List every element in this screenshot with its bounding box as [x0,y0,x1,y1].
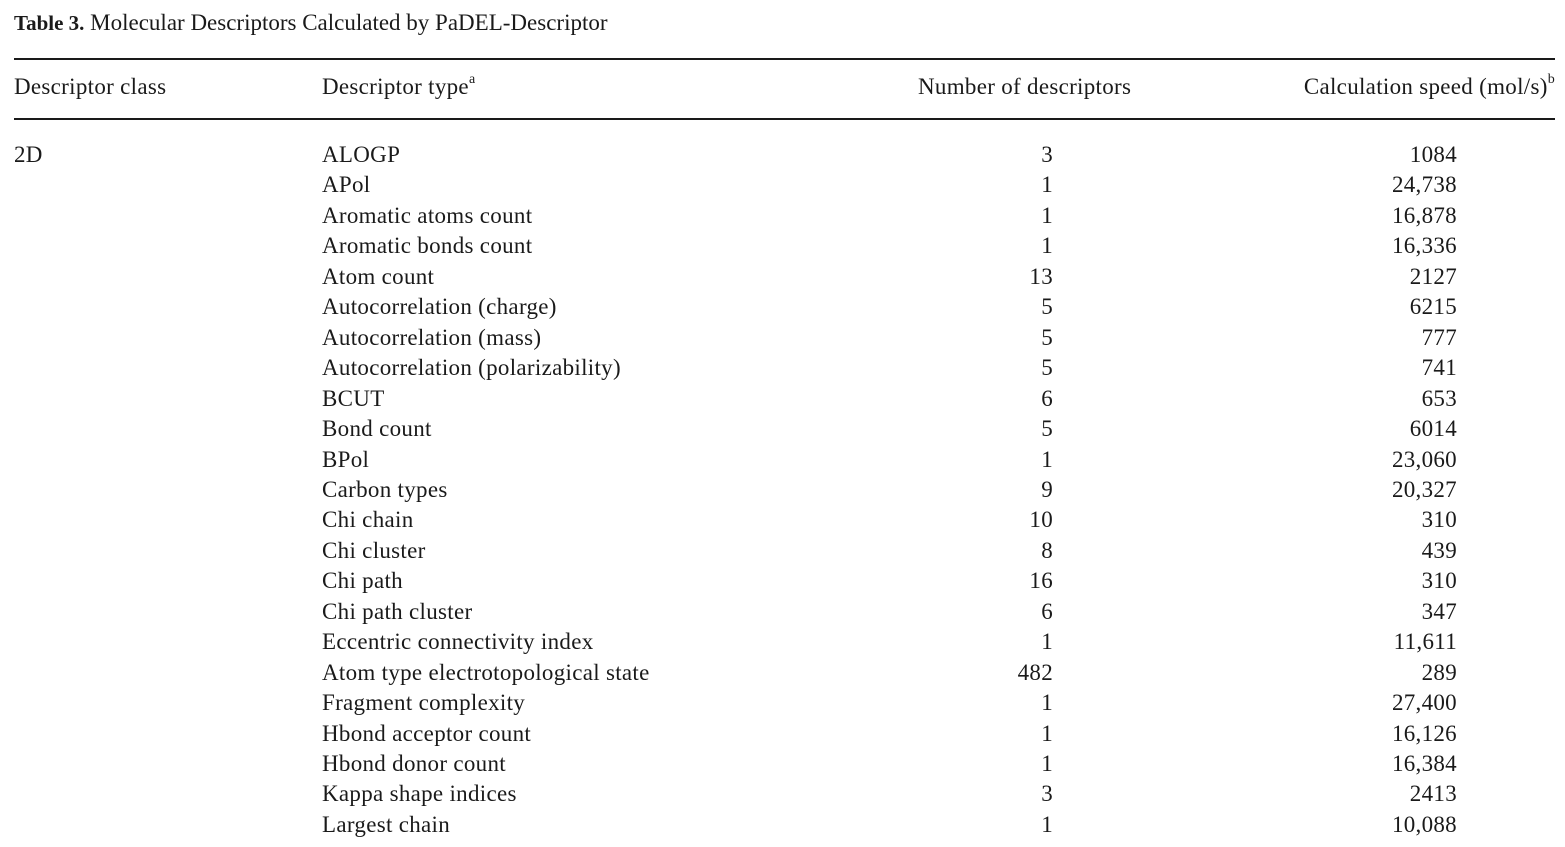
table-row [0,447,1565,477]
header-descriptor-type-footnote: a [468,72,476,88]
cell-descriptor-type: Autocorrelation (charge) [322,294,557,320]
cell-descriptor-type: Autocorrelation (polarizability) [322,355,621,381]
cell-calculation-speed: 16,878 [1391,202,1457,228]
cell-descriptor-type: Chi path cluster [322,598,473,624]
table-row [0,690,1565,720]
table-row [0,386,1565,416]
cell-descriptor-type: Atom count [322,263,435,289]
table-caption-label: Table 3. [14,11,85,35]
cell-number-of-descriptors: 1 [1041,172,1053,198]
table-row [0,629,1565,659]
table-row [0,538,1565,568]
cell-descriptor-type: Chi path [322,568,403,594]
table-row [0,751,1565,781]
header-descriptor-type-label: Descriptor type [322,74,469,99]
cell-calculation-speed: 2127 [1409,263,1457,289]
cell-descriptor-type: Hbond acceptor count [322,720,532,746]
cell-calculation-speed: 16,384 [1391,751,1457,776]
cell-calculation-speed: 27,400 [1391,690,1457,716]
cell-calculation-speed: 289 [1421,659,1457,685]
cell-descriptor-type: APol [322,172,371,198]
cell-calculation-speed: 347 [1421,598,1457,624]
cell-number-of-descriptors: 8 [1041,537,1053,563]
cell-calculation-speed: 310 [1421,507,1457,533]
cell-descriptor-type: Aromatic atoms count [322,202,533,228]
cell-calculation-speed: 653 [1421,385,1457,411]
cell-number-of-descriptors: 1 [1041,629,1053,655]
cell-descriptor-type: Autocorrelation (mass) [322,324,542,350]
cell-calculation-speed: 11,611 [1393,629,1457,655]
cell-number-of-descriptors: 5 [1041,294,1053,320]
cell-calculation-speed: 20,327 [1391,476,1457,502]
table-header-rule [14,118,1555,120]
cell-calculation-speed: 439 [1421,537,1457,563]
cell-number-of-descriptors: 3 [1041,781,1053,807]
cell-descriptor-type: BPol [322,446,370,472]
cell-descriptor-type: Chi cluster [322,537,426,563]
cell-number-of-descriptors: 1 [1041,720,1053,746]
table-row [0,142,1565,172]
table-row [0,233,1565,263]
cell-calculation-speed: 16,126 [1391,720,1457,746]
cell-number-of-descriptors: 13 [1029,263,1053,289]
cell-descriptor-type: Fragment complexity [322,690,526,716]
table-row [0,416,1565,446]
cell-descriptor-type: Atom type electrotopological state [322,659,650,685]
cell-descriptor-type: BCUT [322,385,385,411]
header-speed-label: Calculation speed (mol/s) [1303,74,1548,99]
table-row [0,172,1565,202]
cell-calculation-speed: 24,738 [1391,172,1457,198]
cell-number-of-descriptors: 1 [1041,811,1053,837]
cell-number-of-descriptors: 1 [1041,202,1053,228]
cell-number-of-descriptors: 1 [1041,751,1053,776]
cell-number-of-descriptors: 6 [1041,598,1053,624]
cell-descriptor-type: Eccentric connectivity index [322,629,594,655]
header-number-of-descriptors [918,74,1131,100]
table-row [0,325,1565,355]
table-caption-text: Molecular Descriptors Calculated by PaDEL-Descriptor [90,10,608,35]
header-descriptor-class-label: Descriptor class [14,74,167,99]
table-row [0,599,1565,629]
cell-number-of-descriptors: 1 [1041,690,1053,716]
cell-calculation-speed: 741 [1421,355,1457,381]
cell-descriptor-type: Largest chain [322,811,451,837]
table-row [0,721,1565,751]
cell-descriptor-type: Carbon types [322,476,448,502]
cell-number-of-descriptors: 16 [1029,568,1053,594]
cell-number-of-descriptors: 3 [1041,142,1053,167]
cell-descriptor-type: Chi chain [322,507,414,533]
table-row [0,568,1565,598]
cell-calculation-speed: 1084 [1409,142,1457,167]
cell-calculation-speed: 310 [1421,568,1457,594]
cell-number-of-descriptors: 9 [1041,476,1053,502]
cell-descriptor-class: 2D [14,142,43,167]
table-row [0,477,1565,507]
cell-calculation-speed: 777 [1421,324,1457,350]
cell-number-of-descriptors: 1 [1041,446,1053,472]
table-row [0,203,1565,233]
table-row [0,812,1565,842]
cell-calculation-speed: 6215 [1409,294,1457,320]
cell-calculation-speed: 10,088 [1391,811,1457,837]
cell-number-of-descriptors: 6 [1041,385,1053,411]
table-row [0,294,1565,324]
cell-number-of-descriptors: 482 [1017,659,1053,685]
cell-calculation-speed: 23,060 [1391,446,1457,472]
table-row [0,264,1565,294]
cell-number-of-descriptors: 5 [1041,355,1053,381]
header-descriptor-type [322,74,475,100]
table-row [0,781,1565,811]
cell-descriptor-type: Kappa shape indices [322,781,517,807]
cell-calculation-speed: 2413 [1409,781,1457,807]
table-top-rule [14,58,1555,60]
header-speed-footnote: b [1547,72,1555,88]
table-row [0,355,1565,385]
table-row [0,660,1565,690]
cell-calculation-speed: 16,336 [1391,233,1457,259]
cell-calculation-speed: 6014 [1409,416,1457,442]
cell-number-of-descriptors: 1 [1041,233,1053,259]
cell-descriptor-type: Hbond donor count [322,751,506,776]
header-calculation-speed [1304,74,1555,100]
header-descriptor-class [14,74,166,100]
cell-descriptor-type: Aromatic bonds count [322,233,533,259]
table-row [0,507,1565,537]
cell-number-of-descriptors: 5 [1041,324,1053,350]
cell-descriptor-type: Bond count [322,416,432,442]
cell-number-of-descriptors: 10 [1029,507,1053,533]
header-number-label: Number of descriptors [918,74,1132,99]
cell-number-of-descriptors: 5 [1041,416,1053,442]
table-caption [14,10,608,36]
cell-descriptor-type: ALOGP [322,142,401,167]
